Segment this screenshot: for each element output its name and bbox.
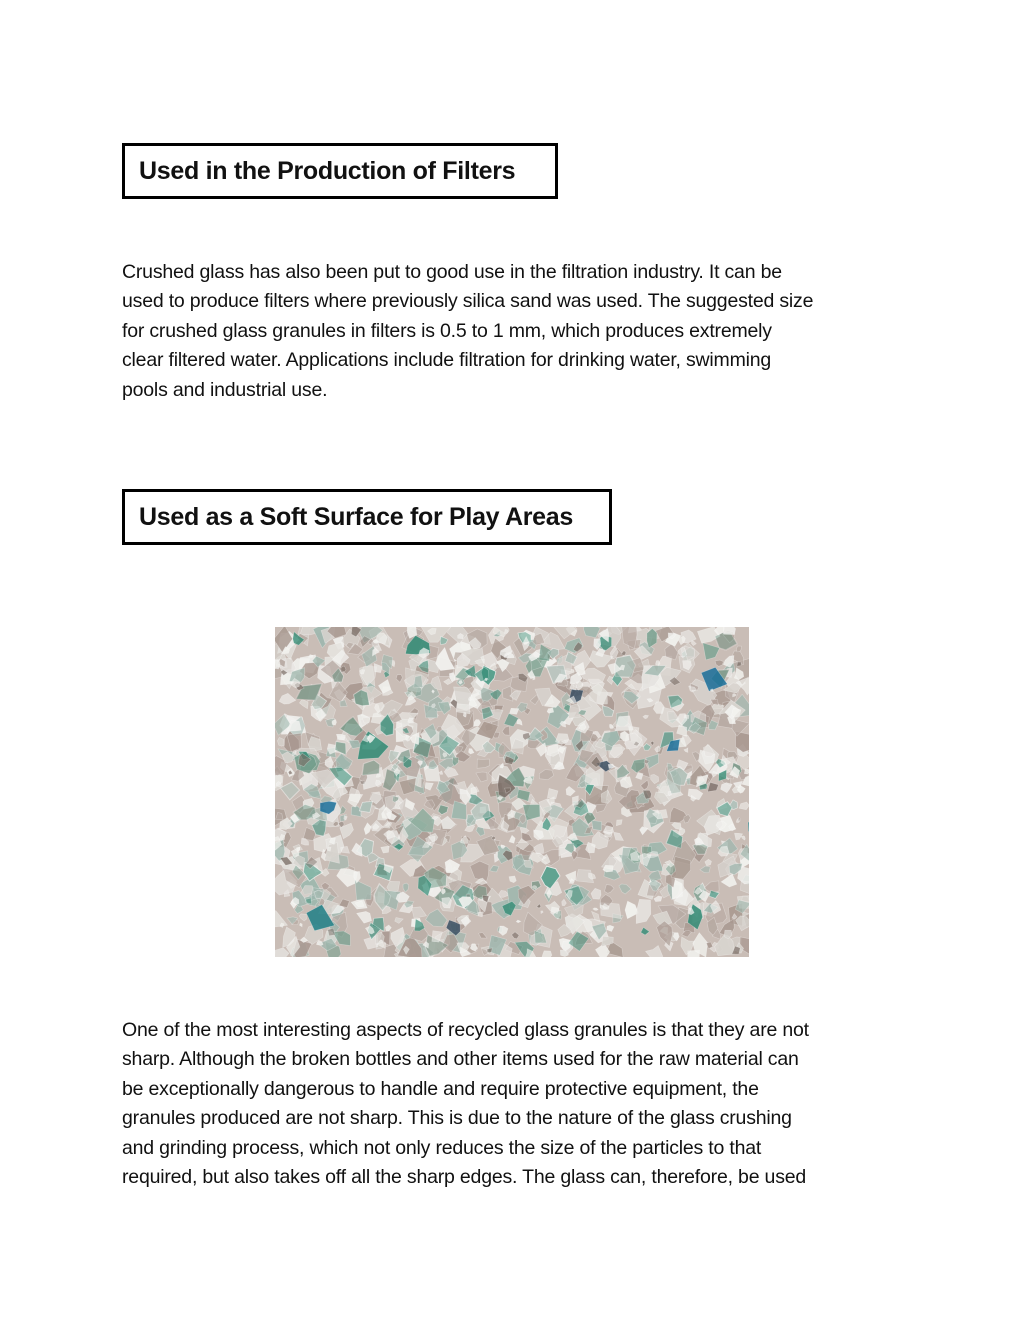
section-heading-play-areas bbox=[122, 489, 612, 545]
section-heading-filters bbox=[122, 143, 558, 199]
paragraph-line: One of the most interesting aspects of recycled glass granules is that they are not bbox=[122, 1019, 809, 1041]
paragraph-play-areas bbox=[122, 1016, 912, 1192]
paragraph-line: be exceptionally dangerous to handle and require protective equipment, the bbox=[122, 1077, 759, 1100]
section-heading-filters-text: Used in the Production of Filters bbox=[139, 156, 516, 185]
crushed-glass-photo-illustration bbox=[275, 627, 749, 957]
paragraph-line: Crushed glass has also been put to good use in the filtration industry. It can be bbox=[122, 261, 782, 283]
paragraph-line: clear filtered water. Applications include filtration for drinking water, swimming bbox=[122, 349, 772, 372]
paragraph-line: and grinding process, which not only reduces the size of the particles to that bbox=[122, 1136, 762, 1159]
paragraph-line: required, but also takes off all the sharp edges. The glass can, therefore, be used bbox=[122, 1166, 807, 1189]
paragraph-line: used to produce filters where previously silica sand was used. The suggested size bbox=[122, 290, 814, 313]
crushed-glass-photo bbox=[275, 627, 749, 957]
paragraph-line: granules produced are not sharp. This is due to the nature of the glass crushing bbox=[122, 1107, 792, 1130]
paragraph-line: pools and industrial use. bbox=[122, 378, 328, 401]
section-heading-play-areas-text: Used as a Soft Surface for Play Areas bbox=[139, 502, 573, 531]
paragraph-filters bbox=[122, 258, 912, 405]
paragraph-line: for crushed glass granules in filters is 0.5 to 1 mm, which produces extremely bbox=[122, 319, 772, 342]
paragraph-line: sharp. Although the broken bottles and other items used for the raw material can bbox=[122, 1048, 799, 1071]
